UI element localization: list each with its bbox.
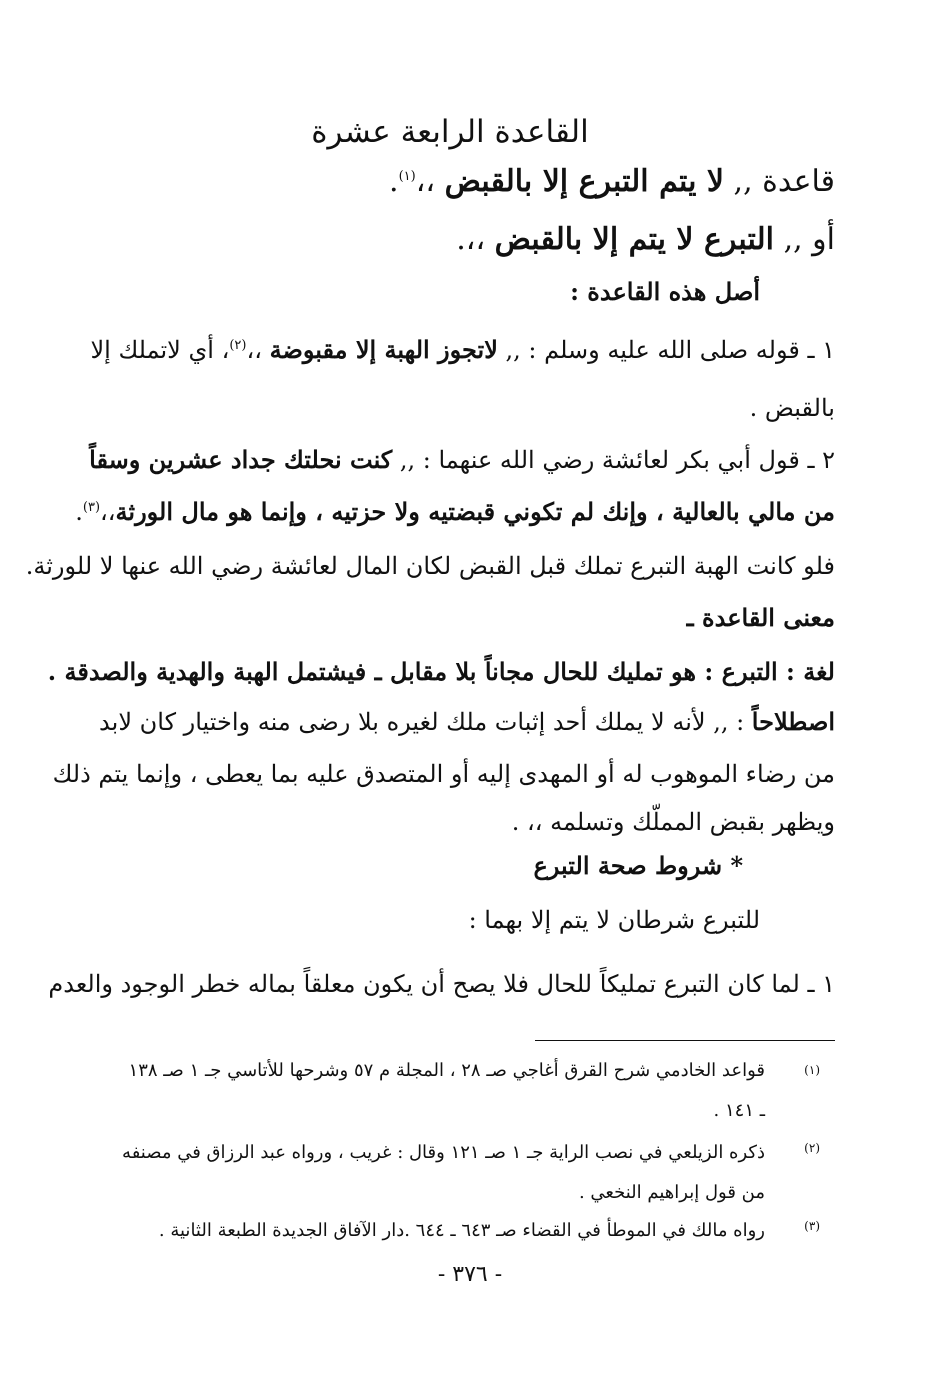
technical-definition-line-3: ويظهر بقبض المملّك وتسلمه ،، . bbox=[511, 808, 835, 836]
evidence-1-explanation: ، أي لاتملك إلا bbox=[90, 336, 230, 364]
evidence-2-quote-start: كنت نحلتك جداد عشرين وسقاً bbox=[89, 445, 393, 474]
rule-suffix: ،، bbox=[415, 164, 445, 199]
footnote-number-1: (١) bbox=[804, 1063, 820, 1077]
footnote-2-line-2: من قول إبراهيم النخعي . bbox=[578, 1182, 765, 1203]
evidence-2-line-2 bbox=[55, 492, 835, 532]
evidence-1-hadith: لاتجوز الهبة إلا مقبوضة bbox=[269, 335, 498, 364]
evidence-2-intro: ٢ ـ قول أبي بكر لعائشة رضي الله عنهما : ,, bbox=[392, 446, 835, 474]
footnote-1-line-1: قواعد الخادمي شرح القرق أغاجي صـ ٢٨ ، المجلة م ٥٧ وشرحها للأتاسي جـ ١ صـ ١٣٨ bbox=[128, 1060, 765, 1081]
footnote-1-line-2: ـ ١٤١ . bbox=[713, 1100, 765, 1121]
footnote-ref-3: (٣) bbox=[82, 500, 101, 515]
rule-prefix: قاعدة ,, bbox=[724, 164, 835, 199]
meaning-heading: معنى القاعدة ـ bbox=[686, 603, 835, 632]
conclusion-line: فلو كانت الهبة التبرع تملك قبل القبض لكان المال لعائشة رضي الله عنها لا للورثة. bbox=[25, 552, 835, 580]
footnote-number-2: (٢) bbox=[804, 1141, 820, 1155]
rule-statement bbox=[55, 160, 835, 204]
alt-prefix: أو ,, bbox=[774, 222, 835, 257]
evidence-2-end: . bbox=[75, 498, 83, 526]
footnote-ref-2: (٢) bbox=[229, 338, 247, 353]
chapter-title: القاعدة الرابعة عشرة bbox=[311, 114, 589, 150]
footnote-divider bbox=[535, 1040, 835, 1041]
alt-suffix: ،،. bbox=[456, 222, 495, 257]
lexical-definition: لغة : التبرع : هو تمليك للحال مجاناً بلا مقابل ـ فيشتمل الهبة والهدية والصدقة . bbox=[47, 657, 835, 686]
origin-heading: أصل هذه القاعدة : bbox=[570, 277, 760, 306]
footnote-2-line-1: ذكره الزيلعي في نصب الراية جـ ١ صـ ١٢١ وقال : غريب ، ورواه عبد الرزاق في مصنفه bbox=[122, 1142, 765, 1163]
evidence-1-line-1 bbox=[55, 330, 835, 370]
page-number: - ٣٧٦ - bbox=[437, 1262, 503, 1287]
rule-text: لا يتم التبرع إلا بالقبض bbox=[444, 164, 724, 199]
evidence-1-line-2: بالقبض . bbox=[749, 394, 835, 422]
evidence-2-close: ،، bbox=[100, 498, 116, 526]
alt-text: التبرع لا يتم إلا بالقبض bbox=[494, 222, 775, 257]
footnote-3-line-1: رواه مالك في الموطأ في القضاء صـ ٦٤٣ ـ ٦٤٤ .دار الآفاق الجديدة الطبعة الثانية . bbox=[158, 1220, 765, 1241]
technical-definition-line-1 bbox=[55, 702, 835, 742]
evidence-1-intro: ١ ـ قوله صلى الله عليه وسلم : ,, bbox=[497, 336, 835, 364]
evidence-2-quote-end: من مالي بالعالية ، وإنك لم تكوني قبضتيه ولا حزتيه ، وإنما هو مال الورثة bbox=[115, 497, 835, 526]
conditions-intro: للتبرع شرطان لا يتم إلا بهما : bbox=[468, 906, 760, 934]
conditions-heading: * شروط صحة التبرع bbox=[533, 851, 743, 880]
technical-definition-line-2: من رضاء الموهوب له أو المهدى إليه أو المتصدق عليه بما يعطى ، وإنما يتم ذلك bbox=[52, 760, 835, 788]
rule-end: . bbox=[389, 164, 399, 199]
evidence-1-close: ،، bbox=[246, 336, 270, 364]
footnote-number-3: (٣) bbox=[804, 1219, 820, 1233]
technical-text-1: : ,, لأنه لا يملك أحد إثبات ملك لغيره بلا رضى منه واختيار كان لابد bbox=[99, 708, 752, 736]
rule-alternate bbox=[55, 218, 835, 262]
evidence-2-line-1 bbox=[55, 440, 835, 480]
footnote-ref-1: (١) bbox=[398, 169, 416, 184]
condition-1: ١ ـ لما كان التبرع تمليكاً للحال فلا يصح أن يكون معلقاً بماله خطر الوجود والعدم bbox=[48, 970, 835, 998]
technical-label: اصطلاحاً bbox=[751, 707, 835, 736]
